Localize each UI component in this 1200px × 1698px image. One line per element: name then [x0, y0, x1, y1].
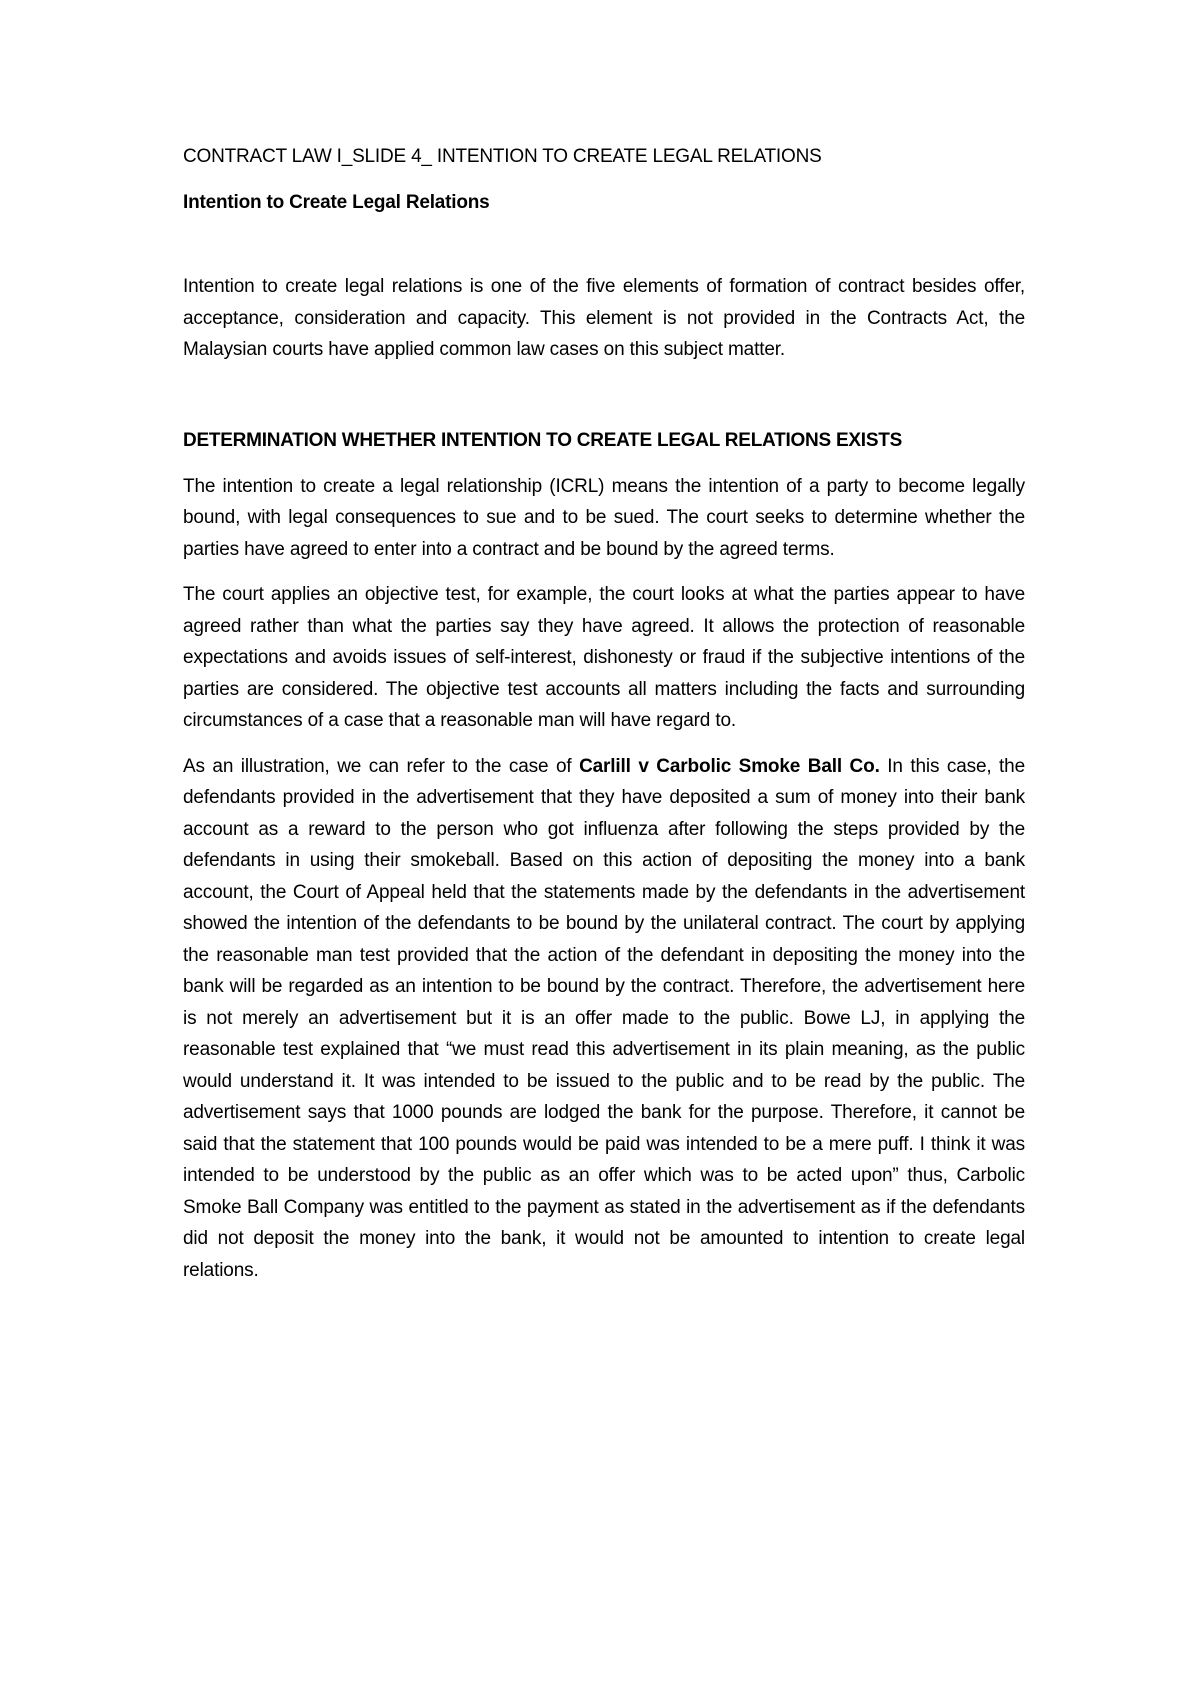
- document-subtitle: Intention to Create Legal Relations: [183, 192, 490, 213]
- illustration-lead: As an illustration, we can refer to the case of: [183, 755, 580, 777]
- section-heading: DETERMINATION WHETHER INTENTION TO CREATE LEGAL RELATIONS EXISTS: [183, 429, 903, 451]
- case-name: Carlill v Carbolic Smoke Ball Co.: [579, 755, 880, 777]
- illustration-body: In this case, the defendants provided in the advertisement that they have deposited a sum of money into their bank account as a reward to the person who got influenza after following the steps provided by the defendants in using their smokeball. Based on this action of depositing the money into a bank account, the Court of Appeal held that the statements made by the defendants in the advertisement showed the intention of the defendants to be bound by the unilateral contract. The court by applying the reasonable man test provided that the action of the defendant in depositing the money into the bank will be regarded as an intention to be bound by the contract. Therefore, the advertisement here is not merely an advertisement but it is an offer made to the public. Bowe LJ, in applying the reasonable test explained that “we must read this advertisement in its plain meaning, as the public would understand it. It was intended to be issued to the public and to be read by the public. The advertisement says that 1000 pounds are lodged the bank for the purpose. Therefore, it cannot be said that the statement that 100 pounds would be paid was intended to be a mere puff. I think it was intended to be understood by the public as an offer which was to be acted upon” thus, Carbolic Smoke Ball Company was entitled to the payment as stated in the advertisement as if the defendants did not deposit the money into the bank, it would not be amounted to intention to create legal relations.: [183, 755, 1026, 1281]
- objective-test-paragraph: The court applies an objective test, for example, the court looks at what the parties appear to have agreed rather than what the parties say they have agreed. It allows the protection of reasonable expectations and avoids issues of self-interest, dishonesty or fraud if the subjective intentions of the parties are considered. The objective test accounts all matters including the facts and surrounding circumstances of a case that a reasonable man will have regard to.: [183, 584, 1025, 731]
- icrl-paragraph: The intention to create a legal relationship (ICRL) means the intention of a party to become legally bound, with legal consequences to sue and to be sued. The court seeks to determine whether the parties have agreed to enter into a contract and be bound by the agreed terms.: [183, 475, 1025, 560]
- document-page: [183, 145, 1025, 1286]
- intro-paragraph: Intention to create legal relations is one of the five elements of formation of contract besides offer, acceptance, consideration and capacity. This element is not provided in the Contracts Act, the Malaysian courts have applied common law cases on this subject matter.: [183, 276, 1025, 360]
- document-title: CONTRACT LAW I_SLIDE 4_ INTENTION TO CREATE LEGAL RELATIONS: [183, 146, 822, 167]
- illustration-paragraph: [183, 751, 1025, 1287]
